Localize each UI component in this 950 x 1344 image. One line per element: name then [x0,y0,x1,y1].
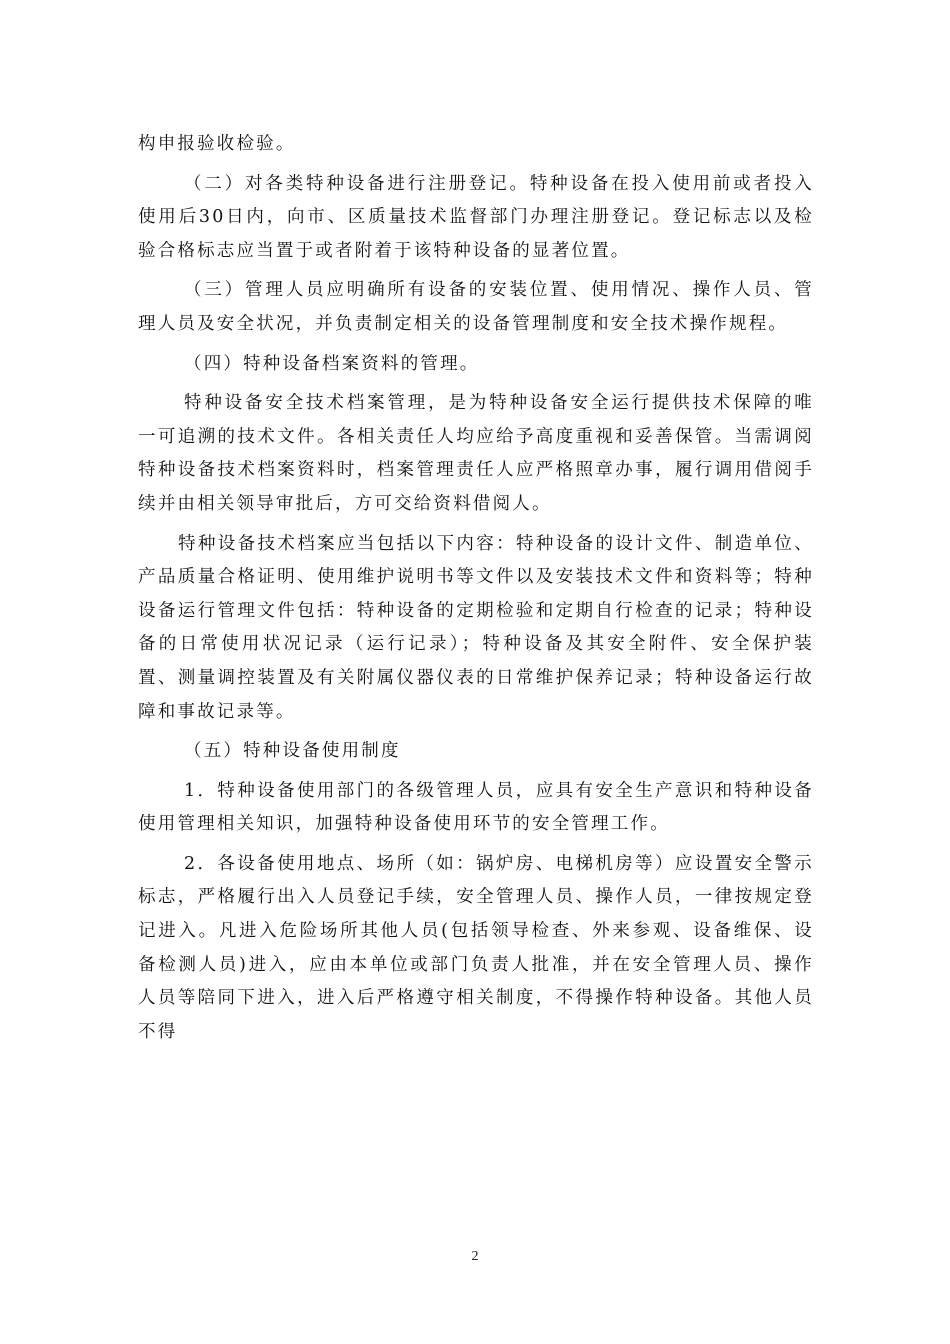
paragraph-item-2: 2．各设备使用地点、场所（如：锅炉房、电梯机房等）应设置安全警示标志，严格履行出入人员登记手续，安全管理人员、操作人员，一律按规定登记进入。凡进入危险场所其他人员(包括领导检查、外来参观、设备维保、设备检测人员)进入，应由本单位或部门负责人批准，并在安全管理人员、操作人员等陪同下进入，进入后严格遵守相关制度，不得操作特种设备。其他人员不得 [138,853,814,1042]
page-number: 2 [471,1249,479,1264]
document-body [138,128,814,1049]
paragraph-continuation: 构申报验收检验。 [138,134,296,154]
paragraph-section-3: （三）管理人员应明确所有设备的安装位置、使用情况、操作人员、管理人员及安全状况，并负责制定相关的设备管理制度和安全技术操作规程。 [138,280,814,334]
paragraph-archive-management: 特种设备安全技术档案管理，是为特种设备安全运行提供技术保障的唯一可追溯的技术文件。各相关责任人均应给予高度重视和妥善保管。当需调阅特种设备技术档案资料时，档案管理责任人应严格照章办事，履行调用借阅手续并由相关领导审批后，方可交给资料借阅人。 [138,393,814,514]
paragraph-section-4-heading: （四）特种设备档案资料的管理。 [184,353,480,374]
paragraph-archive-contents: 特种设备技术档案应当包括以下内容：特种设备的设计文件、制造单位、产品质量合格证明、使用维护说明书等文件以及安装技术文件和资料等；特种设备运行管理文件包括：特种设备的定期检验和定期自行检查的记录；特种设备的日常使用状况记录（运行记录）；特种设备及其安全附件、安全保护装置、测量调控装置及有关附属仪器仪表的日常维护保养记录；特种设备运行故障和事故记录等。 [138,533,814,722]
paragraph-section-5-heading: （五）特种设备使用制度 [184,741,401,762]
paragraph-item-1: 1．特种设备使用部门的各级管理人员，应具有安全生产意识和特种设备使用管理相关知识，加强特种设备使用环节的安全管理工作。 [138,780,814,835]
paragraph-section-2: （二）对各类特种设备进行注册登记。特种设备在投入使用前或者投入使用后30日内，向市、区质量技术监督部门办理注册登记。登记标志以及检验合格标志应当置于或者附着于该特种设备的显著位置。 [138,173,814,261]
